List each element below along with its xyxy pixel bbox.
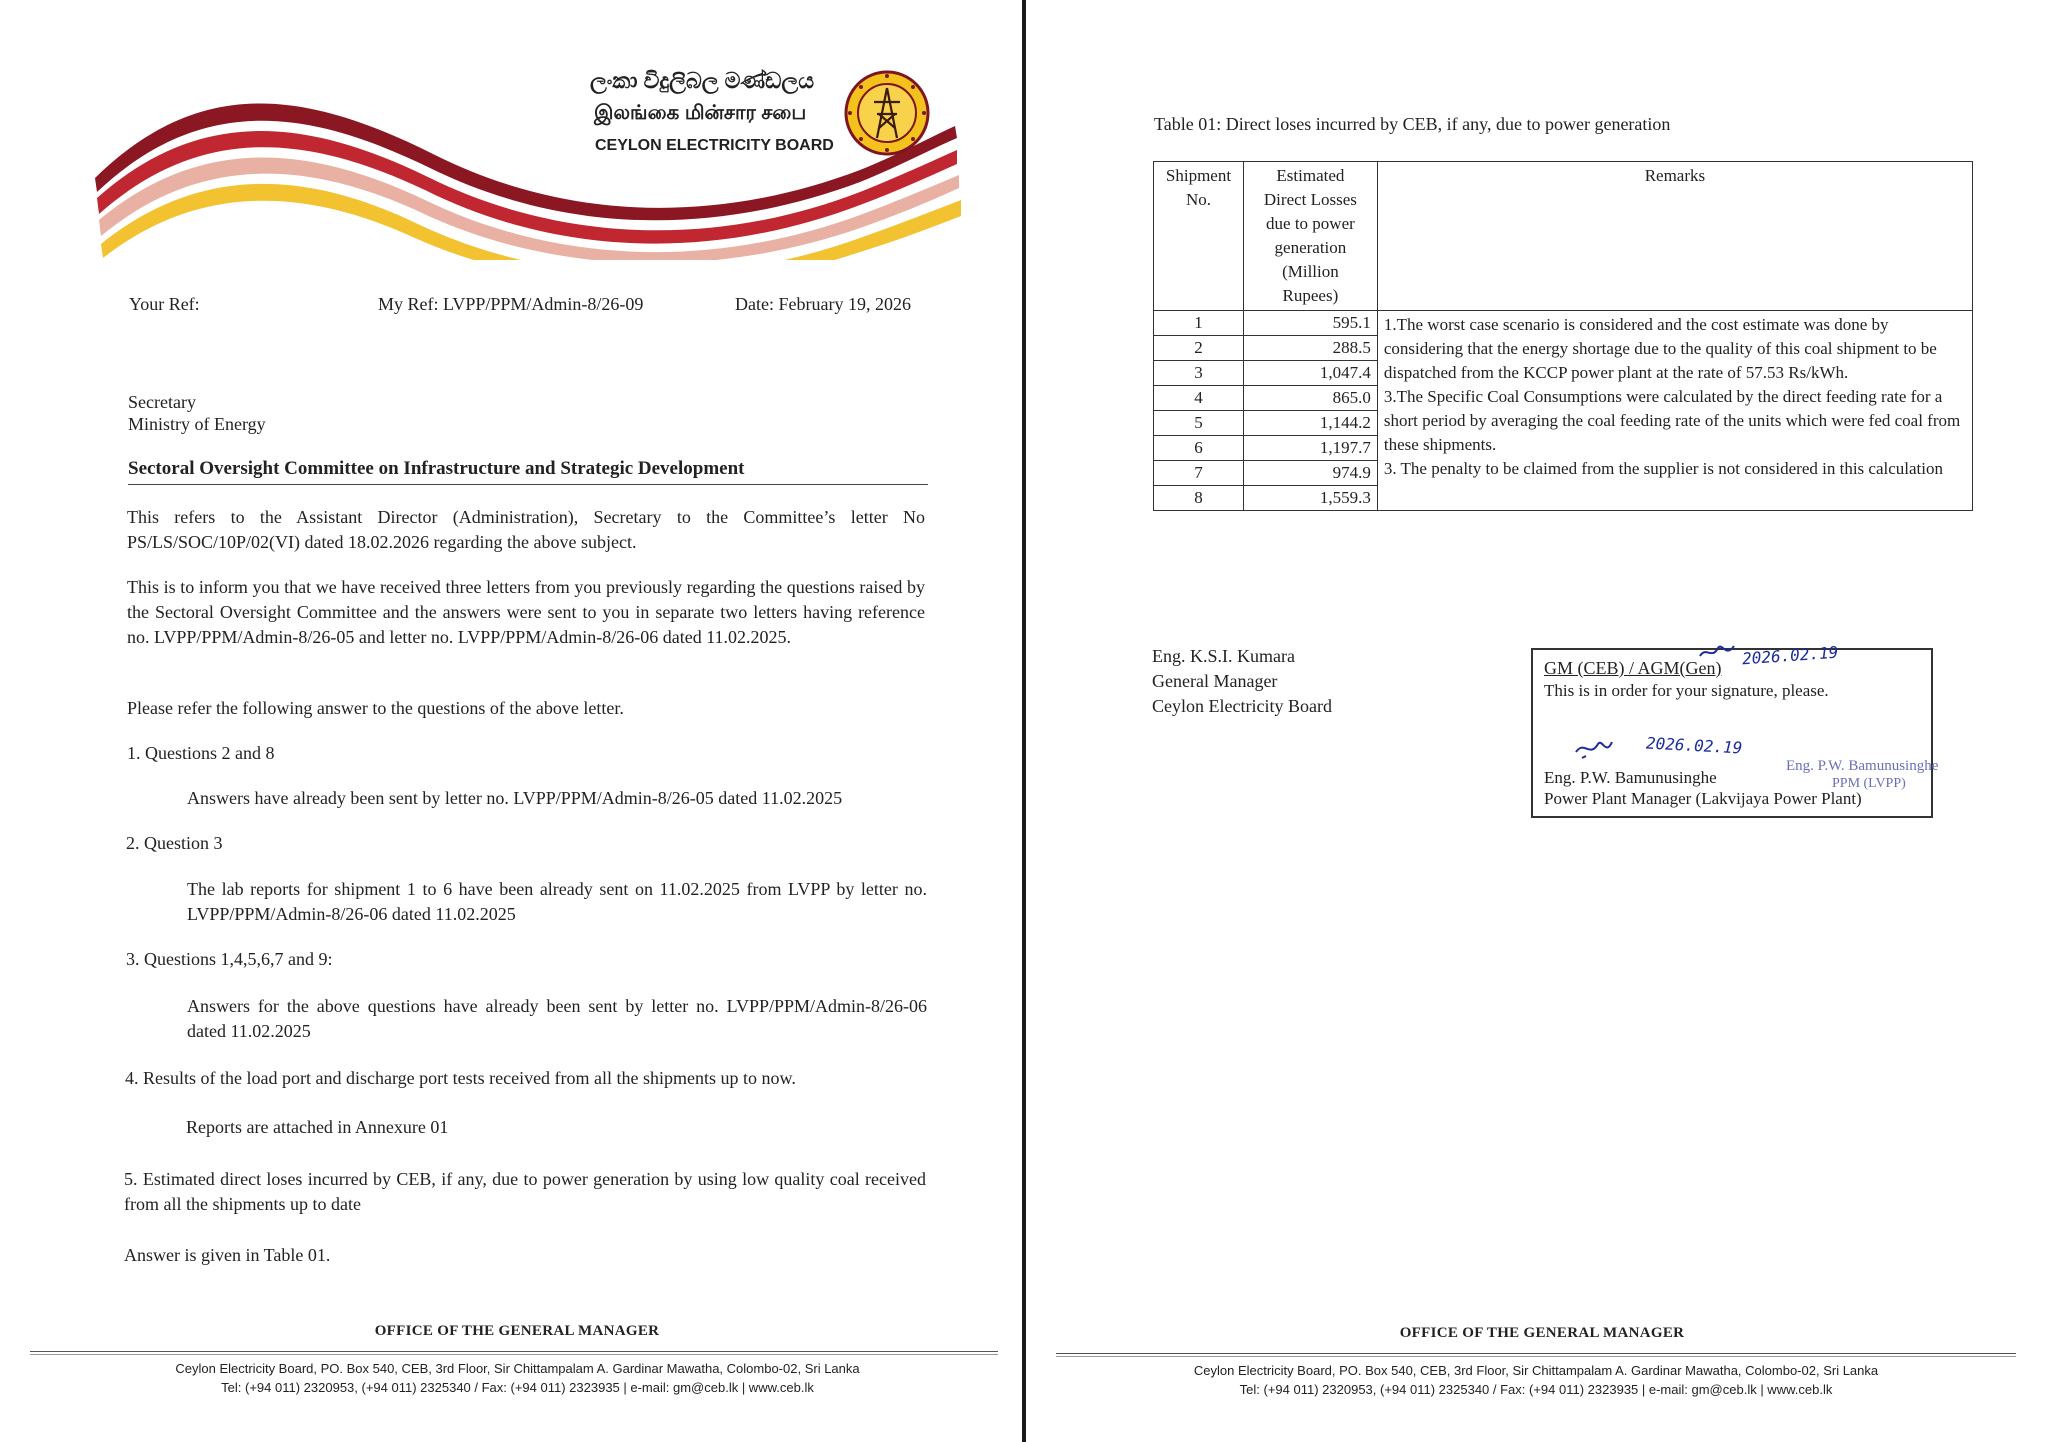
signature-mark-icon	[1696, 640, 1742, 664]
paragraph-3: Please refer the following answer to the questions of the above letter.	[127, 698, 624, 718]
signatory-title: General Manager	[1152, 671, 1278, 691]
org-name-sinhala: ලංකා විදුලිබල මණ්ඩලය	[590, 68, 815, 93]
memo-signer-position: Power Plant Manager (Lakvijaya Power Plant)	[1544, 789, 1862, 808]
loss-value-cell: 974.9	[1243, 461, 1377, 486]
table-header-row	[1154, 162, 1973, 311]
footer-contact: Tel: (+94 011) 2320953, (+94 011) 2325340 / Fax: (+94 011) 2323935 | e-mail: gm@ceb.lk | www.ceb.lk	[221, 1380, 814, 1395]
letter-date: Date: February 19, 2026	[735, 294, 911, 314]
table-row	[1154, 311, 1973, 336]
loss-value-cell: 1,047.4	[1243, 361, 1377, 386]
subject-heading: Sectoral Oversight Committee on Infrastructure and Strategic Development	[128, 458, 745, 479]
letterhead-swoosh	[95, 60, 965, 260]
ceb-logo-icon	[844, 70, 930, 156]
loss-value-cell: 595.1	[1243, 311, 1377, 336]
header-estimated-losses: Estimated Direct Losses due to power generation (Million Rupees)	[1243, 162, 1377, 311]
stamp-name: Eng. P.W. Bamunusinghe	[1786, 758, 1939, 774]
org-name-tamil: இலங்கை மின்சார சபை	[594, 102, 807, 124]
subject-underline	[128, 484, 928, 485]
footer-contact: Tel: (+94 011) 2320953, (+94 011) 2325340 / Fax: (+94 011) 2323935 | e-mail: gm@ceb.lk | www.ceb.lk	[1239, 1382, 1833, 1397]
item-2-heading: 2. Question 3	[126, 833, 223, 853]
stamp-role: PPM (LVPP)	[1832, 776, 1906, 791]
shipment-no-cell: 3	[1154, 361, 1244, 386]
your-ref: Your Ref:	[129, 294, 200, 314]
signature-initials-icon	[1572, 732, 1642, 762]
loss-value-cell: 288.5	[1243, 336, 1377, 361]
signatory-org: Ceylon Electricity Board	[1152, 696, 1332, 716]
footer-title: OFFICE OF THE GENERAL MANAGER	[374, 1323, 660, 1339]
footer-rule-thin	[30, 1354, 998, 1355]
shipment-no-cell: 2	[1154, 336, 1244, 361]
remark-1: 1.The worst case scenario is considered and the cost estimate was done by considering that the energy shortage due to the quality of this coal shipment to be dispatched from the KCCP power plant at the rate of 57.53 Rs/kWh.	[1383, 315, 1937, 382]
item-3-answer: Answers for the above questions have already been sent by letter no. LVPP/PPM/Admin-8/26-06 dated 11.02.2025	[187, 996, 927, 1041]
remarks-cell	[1377, 311, 1972, 511]
remark-2: 3.The Specific Coal Consumptions were calculated by the direct feeding rate for a short period by averaging the coal feeding rate of the units which were fed coal from these shipments.	[1383, 387, 1961, 454]
item-4-answer: Reports are attached in Annexure 01	[186, 1117, 449, 1137]
paragraph-2: This is to inform you that we have received three letters from you previously regarding the questions raised by the Sectoral Oversight Committee and the answers were sent to you in separate two letters having reference no. LVPP/PPM/Admin-8/26-05 and letter no. LVPP/PPM/Admin-8/26-06 dated 11.02.2025.	[127, 577, 925, 647]
footer-address: Ceylon Electricity Board, PO. Box 540, CEB, 3rd Floor, Sir Chittampalam A. Gardinar Mawatha, Colombo-02, Sri Lanka	[1193, 1363, 1879, 1378]
item-5-heading: 5. Estimated direct loses incurred by CEB, if any, due to power generation by using low quality coal received from all the shipments up to date	[124, 1169, 926, 1214]
handwritten-date-mid: 2026.02.19	[1645, 733, 1743, 758]
item-1-heading: 1. Questions 2 and 8	[127, 743, 275, 763]
loss-value-cell: 1,144.2	[1243, 411, 1377, 436]
footer-rule	[30, 1351, 998, 1352]
handwritten-date-top: 2026.02.19	[1741, 642, 1839, 669]
losses-table	[1153, 161, 1973, 511]
item-2-answer: The lab reports for shipment 1 to 6 have been already sent on 11.02.2025 from LVPP by letter no. LVPP/PPM/Admin-8/26-06 dated 11.02.2025	[187, 879, 927, 924]
footer-title: OFFICE OF THE GENERAL MANAGER	[1399, 1325, 1685, 1341]
item-1-answer: Answers have already been sent by letter no. LVPP/PPM/Admin-8/26-05 dated 11.02.2025	[187, 788, 843, 808]
shipment-no-cell: 1	[1154, 311, 1244, 336]
footer-rule-thin	[1056, 1356, 2016, 1357]
table-caption: Table 01: Direct loses incurred by CEB, if any, due to power generation	[1154, 114, 1671, 134]
paragraph-1: This refers to the Assistant Director (Administration), Secretary to the Committee’s letter No PS/LS/SOC/10P/02(VI) dated 18.02.2026 regarding the above subject.	[127, 507, 925, 552]
signatory-name: Eng. K.S.I. Kumara	[1152, 646, 1295, 666]
shipment-no-cell: 7	[1154, 461, 1244, 486]
shipment-no-cell: 6	[1154, 436, 1244, 461]
memo-signer-name: Eng. P.W. Bamunusinghe	[1544, 768, 1717, 787]
loss-value-cell: 1,559.3	[1243, 486, 1377, 511]
memo-to: GM (CEB) / AGM(Gen)	[1544, 658, 1722, 678]
shipment-no-cell: 8	[1154, 486, 1244, 511]
loss-value-cell: 1,197.7	[1243, 436, 1377, 461]
header-shipment-no: Shipment No.	[1154, 162, 1244, 311]
loss-value-cell: 865.0	[1243, 386, 1377, 411]
org-name-english: CEYLON ELECTRICITY BOARD	[595, 137, 834, 154]
item-4-heading: 4. Results of the load port and discharge port tests received from all the shipments up to now.	[125, 1068, 796, 1088]
header-remarks: Remarks	[1377, 162, 1972, 311]
my-ref: My Ref: LVPP/PPM/Admin-8/26-09	[378, 294, 644, 314]
shipment-no-cell: 4	[1154, 386, 1244, 411]
addressee-line1: Secretary	[128, 392, 196, 412]
footer-rule	[1056, 1353, 2016, 1354]
item-5-answer: Answer is given in Table 01.	[124, 1245, 331, 1265]
letter-page-1	[0, 0, 1022, 1442]
remark-3: 3. The penalty to be claimed from the supplier is not considered in this calculation	[1383, 459, 1943, 478]
addressee-line2: Ministry of Energy	[128, 414, 266, 434]
memo-message: This is in order for your signature, please.	[1544, 681, 1829, 700]
item-3-heading: 3. Questions 1,4,5,6,7 and 9:	[126, 949, 333, 969]
shipment-no-cell: 5	[1154, 411, 1244, 436]
footer-address: Ceylon Electricity Board, PO. Box 540, CEB, 3rd Floor, Sir Chittampalam A. Gardinar Mawatha, Colombo-02, Sri Lanka	[175, 1361, 860, 1376]
letter-page-2	[1026, 0, 2048, 1442]
